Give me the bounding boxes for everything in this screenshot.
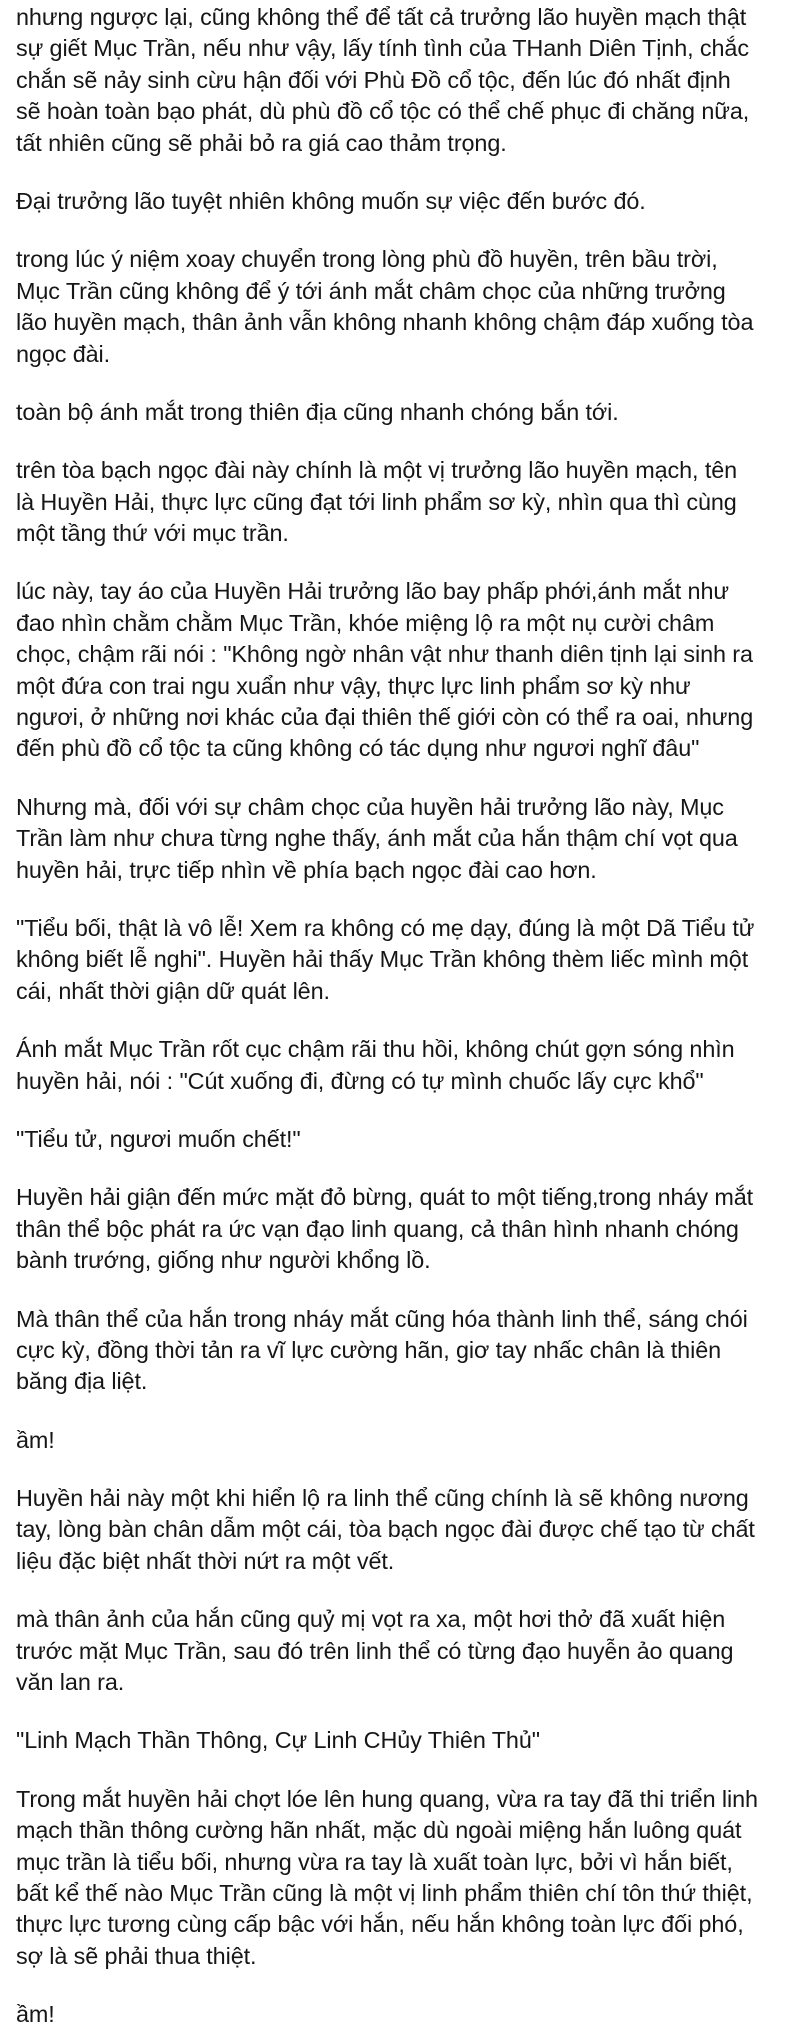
- text-line: Trần làm như chưa từng nghe thấy, ánh mắt của hắn thậm chí vọt qua: [16, 825, 738, 852]
- paragraph: [16, 792, 798, 886]
- text-line: "Tiểu bối, thật là vô lễ! Xem ra không có mẹ dạy, đúng là một Dã Tiểu tử: [16, 914, 755, 941]
- text-line: ầm!: [16, 2001, 55, 2028]
- text-line: liệu đặc biệt nhất thời nứt ra một vết.: [16, 1547, 395, 1574]
- text-line: sẽ hoàn toàn bạo phát, dù phù đồ cổ tộc có thể chế phục đi chăng nữa,: [16, 98, 750, 125]
- text-line: Trong mắt huyền hải chợt lóe lên hung quang, vừa ra tay đã thi triển linh: [16, 1785, 758, 1812]
- text-line: lão huyền mạch, thân ảnh vẫn không nhanh không chậm đáp xuống tòa: [16, 309, 754, 336]
- text-line: lúc này, tay áo của Huyền Hải trưởng lão bay phấp phới,ánh mắt như: [16, 578, 729, 605]
- paragraph-spacer: [16, 159, 798, 186]
- text-line: đao nhìn chằm chằm Mục Trần, khóe miệng lộ ra một nụ cười châm: [16, 609, 715, 636]
- paragraph: [16, 1034, 798, 1097]
- text-line: Mà thân thể của hắn trong nháy mắt cũng hóa thành linh thể, sáng chói: [16, 1305, 748, 1332]
- paragraph-spacer: [16, 1007, 798, 1034]
- paragraph-spacer: [16, 1097, 798, 1124]
- paragraph: [16, 397, 798, 428]
- paragraph: [16, 913, 798, 1007]
- text-line: cái, nhất thời giận dữ quát lên.: [16, 977, 330, 1004]
- paragraph-spacer: [16, 217, 798, 244]
- text-line: Nhưng mà, đối với sự châm chọc của huyền hải trưởng lão này, Mục: [16, 793, 724, 820]
- text-line: nhưng ngược lại, cũng không thể để tất cả trưởng lão huyền mạch thật: [16, 4, 747, 30]
- text-line: ầm!: [16, 1426, 55, 1453]
- text-line: mạch thần thông cường hãn nhất, mặc dù ngoài miệng hắn luông quát: [16, 1817, 742, 1844]
- paragraph: [16, 455, 798, 549]
- text-line: bành trướng, giống như người khổng lồ.: [16, 1247, 431, 1274]
- paragraph: [16, 1304, 798, 1398]
- paragraph-spacer: [16, 1456, 798, 1483]
- text-line: Huyền hải này một khi hiển lộ ra linh thể cũng chính là sẽ không nương: [16, 1485, 749, 1512]
- paragraph-spacer: [16, 428, 798, 455]
- text-line: tất nhiên cũng sẽ phải bỏ ra giá cao thảm trọng.: [16, 129, 507, 156]
- text-line: huyền hải, trực tiếp nhìn về phía bạch ngọc đài cao hơn.: [16, 856, 597, 883]
- text-line: sợ là sẽ phải thua thiệt.: [16, 1942, 257, 1969]
- text-line: một tầng thứ với mục trần.: [16, 520, 289, 547]
- text-line: băng địa liệt.: [16, 1368, 148, 1395]
- text-line: là Huyền Hải, thực lực cũng đạt tới linh phẩm sơ kỳ, nhìn qua thì cùng: [16, 488, 737, 515]
- text-line: "Linh Mạch Thần Thông, Cự Linh CHủy Thiên Thủ": [16, 1727, 540, 1754]
- paragraph-spacer: [16, 1155, 798, 1182]
- paragraph-spacer: [16, 549, 798, 576]
- paragraph: [16, 1124, 798, 1155]
- text-line: thân thể bộc phát ra ức vạn đạo linh quang, cả thân hình nhanh chóng: [16, 1215, 739, 1242]
- paragraph: [16, 1182, 798, 1276]
- text-line: chắn sẽ nảy sinh cừu hận đối với Phù Đồ cổ tộc, đến lúc đó nhất định: [16, 66, 731, 93]
- text-line: Ánh mắt Mục Trần rốt cục chậm rãi thu hồi, không chút gợn sóng nhìn: [16, 1036, 735, 1063]
- text-line: ngươi, ở những nơi khác của đại thiên thế giới còn có thể ra oai, nhưng: [16, 704, 754, 731]
- paragraph-spacer: [16, 1698, 798, 1725]
- paragraph: [16, 1784, 798, 1972]
- paragraph: [16, 1425, 798, 1456]
- text-line: chọc, chậm rãi nói : "Không ngờ nhân vật như thanh diên tịnh lại sinh ra: [16, 641, 753, 668]
- text-line: huyền hải, nói : "Cút xuống đi, đừng có tự mình chuốc lấy cực khổ": [16, 1067, 704, 1094]
- text-line: một đứa con trai ngu xuẩn như vậy, thực lực linh phẩm sơ kỳ như: [16, 672, 691, 699]
- article-body: [16, 2, 798, 2031]
- text-line: trước mặt Mục Trần, sau đó trên linh thể có từng đạo huyễn ảo quang: [16, 1637, 734, 1664]
- text-line: trong lúc ý niệm xoay chuyển trong lòng phù đồ huyền, trên bầu trời,: [16, 246, 718, 273]
- text-line: tay, lòng bàn chân dẫm một cái, tòa bạch ngọc đài được chế tạo từ chất: [16, 1516, 755, 1543]
- paragraph-spacer: [16, 765, 798, 792]
- paragraph-spacer: [16, 886, 798, 913]
- paragraph: [16, 1604, 798, 1698]
- paragraph: [16, 1725, 798, 1756]
- text-line: mục trần là tiểu bối, nhưng vừa ra tay là xuất toàn lực, bởi vì hắn biết,: [16, 1848, 733, 1875]
- text-line: trên tòa bạch ngọc đài này chính là một vị trưởng lão huyền mạch, tên: [16, 457, 738, 484]
- paragraph-spacer: [16, 1277, 798, 1304]
- text-line: Mục Trần cũng không để ý tới ánh mắt châm chọc của những trưởng: [16, 277, 726, 304]
- text-line: thực lực tương cùng cấp bậc với hắn, nếu hắn không toàn lực đối phó,: [16, 1911, 744, 1938]
- paragraph: [16, 244, 798, 370]
- paragraph-spacer: [16, 1972, 798, 1999]
- text-line: "Tiểu tử, ngươi muốn chết!": [16, 1125, 301, 1152]
- paragraph-spacer: [16, 1398, 798, 1425]
- text-line: bất kể thế nào Mục Trần cũng là một vị linh phẩm thiên chí tôn thứ thiệt,: [16, 1879, 753, 1906]
- paragraph: [16, 1483, 798, 1577]
- paragraph-spacer: [16, 370, 798, 397]
- text-line: toàn bộ ánh mắt trong thiên địa cũng nhanh chóng bắn tới.: [16, 398, 619, 425]
- text-line: đến phù đồ cổ tộc ta cũng không có tác dụng như ngươi nghĩ đâu": [16, 735, 700, 762]
- paragraph-spacer: [16, 1757, 798, 1784]
- text-line: không biết lễ nghi". Huyền hải thấy Mục Trần không thèm liếc mình một: [16, 946, 749, 973]
- text-line: mà thân ảnh của hắn cũng quỷ mị vọt ra xa, một hơi thở đã xuất hiện: [16, 1606, 726, 1633]
- text-line: cực kỳ, đồng thời tản ra vĩ lực cường hãn, giơ tay nhấc chân là thiên: [16, 1336, 722, 1363]
- paragraph: [16, 576, 798, 764]
- paragraph: [16, 186, 798, 217]
- text-line: ngọc đài.: [16, 340, 111, 367]
- paragraph-spacer: [16, 1577, 798, 1604]
- text-line: sự giết Mục Trần, nếu như vậy, lấy tính tình của THanh Diên Tịnh, chắc: [16, 35, 749, 62]
- text-line: Huyền hải giận đến mức mặt đỏ bừng, quát to một tiếng,trong nháy mắt: [16, 1184, 754, 1211]
- paragraph: [16, 2, 798, 159]
- text-line: văn lan ra.: [16, 1669, 125, 1696]
- text-line: Đại trưởng lão tuyệt nhiên không muốn sự việc đến bước đó.: [16, 187, 646, 214]
- paragraph: [16, 1999, 798, 2030]
